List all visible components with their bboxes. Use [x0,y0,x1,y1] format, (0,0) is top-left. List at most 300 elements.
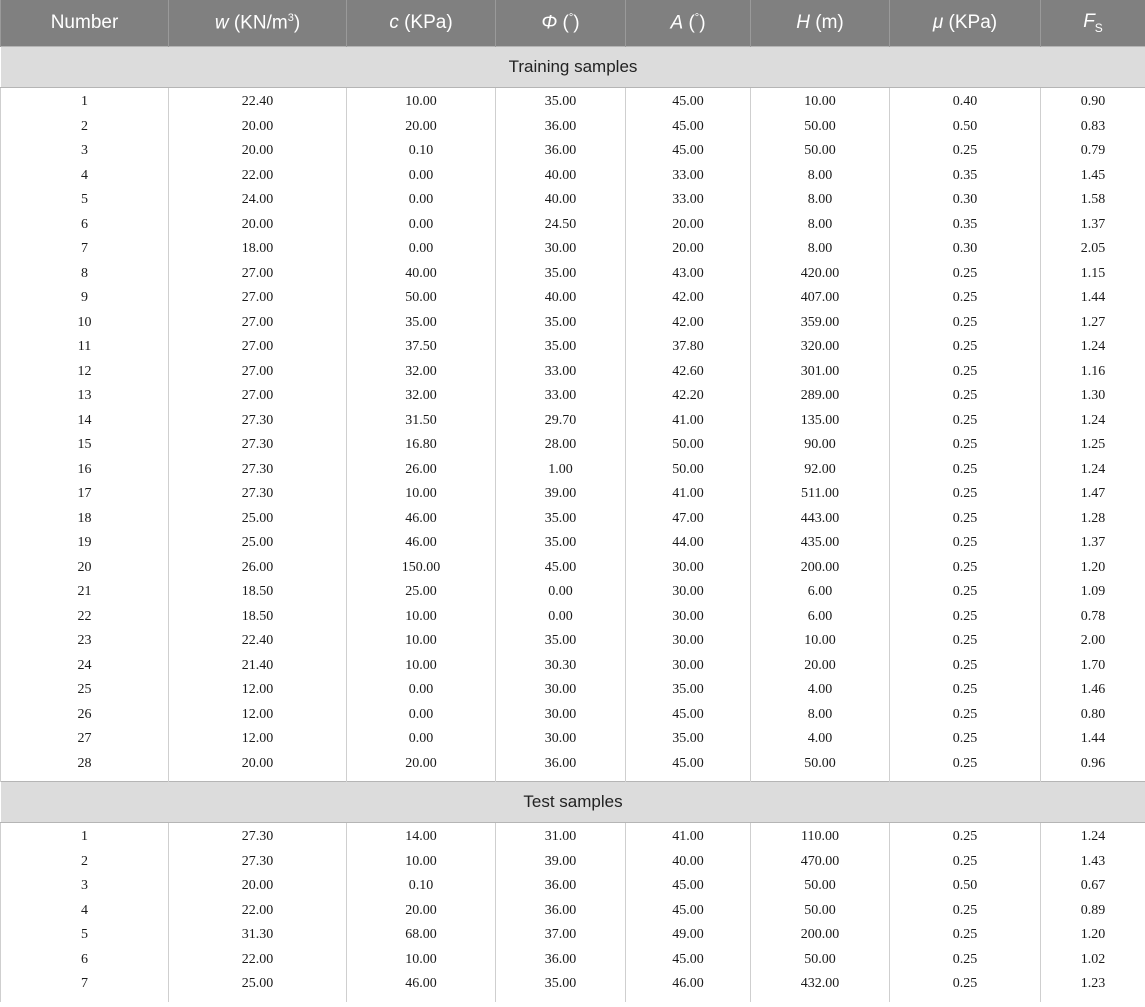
table-cell: 22.00 [169,948,347,973]
table-cell: 1.27 [1041,311,1145,336]
table-cell: 3 [1,874,169,899]
table-cell: 8.00 [751,188,890,213]
table-row [1,752,1145,782]
table-cell: 27.30 [169,409,347,434]
table-cell: 35.00 [496,531,626,556]
table-cell: 1.47 [1041,482,1145,507]
table-cell: 7 [1,237,169,262]
table-cell: 10.00 [347,482,496,507]
table-cell: 1.46 [1041,678,1145,703]
table-cell: 46.00 [626,972,751,1002]
table-cell: 0.25 [890,605,1041,630]
table-cell: 33.00 [626,188,751,213]
table-cell: 1.02 [1041,948,1145,973]
table-cell: 18.50 [169,605,347,630]
table-cell: 6.00 [751,605,890,630]
table-cell: 0.00 [347,727,496,752]
column-header-fs [1041,0,1145,47]
header-superscript: 3 [287,11,294,24]
table-cell: 21.40 [169,654,347,679]
table-cell: 45.00 [626,899,751,924]
table-cell: 20 [1,556,169,581]
table-cell: 28 [1,752,169,782]
table-cell: 43.00 [626,262,751,287]
column-header-mu [890,0,1041,47]
table-cell: 17 [1,482,169,507]
table-cell: 28.00 [496,433,626,458]
table-cell: 36.00 [496,139,626,164]
table-cell: 0.25 [890,482,1041,507]
table-cell: 0.25 [890,703,1041,728]
table-cell: 90.00 [751,433,890,458]
table-cell: 40.00 [496,188,626,213]
table-cell: 0.25 [890,409,1041,434]
table-cell: 1.09 [1041,580,1145,605]
table-cell: 1.00 [496,458,626,483]
table-row [1,482,1145,507]
table-cell: 0.00 [347,237,496,262]
table-row [1,556,1145,581]
table-cell: 44.00 [626,531,751,556]
table-cell: 35.00 [496,262,626,287]
table-cell: 23 [1,629,169,654]
table-cell: 0.25 [890,384,1041,409]
table-cell: 37.00 [496,923,626,948]
table-row [1,948,1145,973]
table-cell: 0.25 [890,678,1041,703]
table-cell: 5 [1,923,169,948]
table-cell: 36.00 [496,899,626,924]
table-cell: 46.00 [347,972,496,1002]
table-row [1,654,1145,679]
table-cell: 40.00 [347,262,496,287]
table-cell: 1.37 [1041,531,1145,556]
table-cell: 1.24 [1041,458,1145,483]
table-cell: 1.44 [1041,286,1145,311]
table-cell: 22.40 [169,629,347,654]
table-cell: 4 [1,899,169,924]
table-cell: 24.50 [496,213,626,238]
table-cell: 135.00 [751,409,890,434]
table-cell: 12.00 [169,727,347,752]
header-unit: Number [50,12,119,33]
table-cell: 30.00 [626,605,751,630]
table-cell: 14 [1,409,169,434]
column-header-phi [496,0,626,47]
table-cell: 35.00 [626,727,751,752]
column-header-h [751,0,890,47]
table-cell: 5 [1,188,169,213]
table-cell: 0.10 [347,139,496,164]
table-cell: 0.25 [890,335,1041,360]
table-cell: 0.00 [347,164,496,189]
table-cell: 1.25 [1041,433,1145,458]
table-row [1,874,1145,899]
table-row [1,899,1145,924]
table-cell: 49.00 [626,923,751,948]
table-cell: 22.40 [169,88,347,115]
table-cell: 30.30 [496,654,626,679]
table-cell: 36.00 [496,115,626,140]
table-cell: 20.00 [626,237,751,262]
table-cell: 46.00 [347,507,496,532]
table-cell: 6 [1,213,169,238]
table-cell: 0.90 [1041,88,1145,115]
table-cell: 35.00 [496,507,626,532]
table-cell: 10.00 [347,654,496,679]
table-cell: 20.00 [347,899,496,924]
table-cell: 0.25 [890,360,1041,385]
table-cell: 0.25 [890,139,1041,164]
table-cell: 1.15 [1041,262,1145,287]
table-cell: 27.00 [169,262,347,287]
table-cell: 35.00 [496,629,626,654]
table-cell: 0.25 [890,286,1041,311]
table-cell: 25.00 [347,580,496,605]
table-cell: 27 [1,727,169,752]
table-cell: 26.00 [347,458,496,483]
table-cell: 1.70 [1041,654,1145,679]
table-cell: 42.20 [626,384,751,409]
table-cell: 13 [1,384,169,409]
table-row [1,360,1145,385]
table-cell: 50.00 [626,458,751,483]
table-row [1,237,1145,262]
table-cell: 25.00 [169,507,347,532]
header-unit: ( [683,12,695,34]
header-variable: w [214,12,229,34]
table-cell: 0.40 [890,88,1041,115]
table-cell: 31.50 [347,409,496,434]
table-cell: 92.00 [751,458,890,483]
table-cell: 0.00 [496,580,626,605]
header-variable: Φ [541,12,558,34]
table-cell: 8.00 [751,703,890,728]
header-superscript: ° [694,11,700,24]
table-cell: 3 [1,139,169,164]
table-cell: 42.00 [626,311,751,336]
table-cell: 45.00 [496,556,626,581]
table-cell: 12.00 [169,703,347,728]
table-cell: 8.00 [751,164,890,189]
table-row [1,507,1145,532]
table-cell: 18 [1,507,169,532]
table-row [1,262,1145,287]
table-cell: 150.00 [347,556,496,581]
table-cell: 10.00 [347,948,496,973]
table-cell: 50.00 [751,115,890,140]
table-cell: 420.00 [751,262,890,287]
table-cell: 22 [1,605,169,630]
table-cell: 32.00 [347,384,496,409]
table-cell: 36.00 [496,752,626,782]
table-cell: 26 [1,703,169,728]
table-cell: 200.00 [751,556,890,581]
table-cell: 0.25 [890,531,1041,556]
table-cell: 22.00 [169,899,347,924]
table-cell: 1 [1,823,169,850]
table-cell: 11 [1,335,169,360]
table-cell: 46.00 [347,531,496,556]
table-row [1,335,1145,360]
table-cell: 32.00 [347,360,496,385]
table-cell: 4.00 [751,678,890,703]
table-cell: 0.83 [1041,115,1145,140]
table-cell: 50.00 [626,433,751,458]
table-cell: 30.00 [626,654,751,679]
table-cell: 0.00 [347,678,496,703]
table-cell: 37.80 [626,335,751,360]
table-cell: 0.25 [890,556,1041,581]
table-cell: 50.00 [751,139,890,164]
table-cell: 289.00 [751,384,890,409]
table-row [1,115,1145,140]
table-cell: 12 [1,360,169,385]
table-cell: 1.20 [1041,923,1145,948]
section-header-row [1,47,1145,88]
table-cell: 50.00 [751,899,890,924]
table-row [1,703,1145,728]
table-cell: 12.00 [169,678,347,703]
table-cell: 20.00 [169,752,347,782]
table-cell: 0.00 [347,703,496,728]
table-cell: 37.50 [347,335,496,360]
table-cell: 39.00 [496,482,626,507]
table-row [1,531,1145,556]
table-cell: 31.30 [169,923,347,948]
table-cell: 36.00 [496,874,626,899]
table-cell: 50.00 [347,286,496,311]
table-cell: 15 [1,433,169,458]
table-cell: 35.00 [496,972,626,1002]
table-cell: 30.00 [496,237,626,262]
table-cell: 24 [1,654,169,679]
table-cell: 45.00 [626,752,751,782]
table-cell: 47.00 [626,507,751,532]
table-cell: 27.00 [169,335,347,360]
column-header-w [169,0,347,47]
table-cell: 45.00 [626,948,751,973]
table-row [1,605,1145,630]
table-cell: 68.00 [347,923,496,948]
table-cell: 39.00 [496,850,626,875]
table-cell: 359.00 [751,311,890,336]
table-cell: 0.25 [890,727,1041,752]
table-cell: 18.00 [169,237,347,262]
table-cell: 45.00 [626,874,751,899]
header-unit: (m) [809,12,844,33]
table-cell: 35.00 [626,678,751,703]
table-cell: 41.00 [626,823,751,850]
table-cell: 110.00 [751,823,890,850]
table-cell: 50.00 [751,752,890,782]
table-cell: 1.28 [1041,507,1145,532]
header-row [1,0,1145,47]
table-cell: 0.25 [890,311,1041,336]
header-variable: μ [932,12,944,33]
table-cell: 31.00 [496,823,626,850]
table-cell: 27.00 [169,384,347,409]
header-unit-tail: ) [573,12,580,34]
table-cell: 10 [1,311,169,336]
section-title: Training samples [1,47,1145,88]
table-cell: 0.25 [890,972,1041,1002]
table-cell: 443.00 [751,507,890,532]
table-cell: 30.00 [496,727,626,752]
table-cell: 35.00 [496,311,626,336]
table-row [1,311,1145,336]
table-cell: 1.20 [1041,556,1145,581]
table-cell: 21 [1,580,169,605]
table-cell: 435.00 [751,531,890,556]
section-title: Test samples [1,782,1145,823]
table-cell: 4 [1,164,169,189]
table-cell: 0.35 [890,164,1041,189]
table-cell: 0.25 [890,507,1041,532]
header-unit: ( [557,12,569,34]
table-cell: 27.00 [169,360,347,385]
table-cell: 0.00 [347,213,496,238]
table-cell: 470.00 [751,850,890,875]
table-cell: 0.96 [1041,752,1145,782]
table-cell: 20.00 [626,213,751,238]
table-cell: 35.00 [496,335,626,360]
header-unit: (KPa) [398,12,453,33]
header-variable: c [389,12,399,33]
table-cell: 10.00 [751,88,890,115]
table-row [1,409,1145,434]
table-row [1,213,1145,238]
table-cell: 33.00 [626,164,751,189]
table-row [1,164,1145,189]
table-cell: 25 [1,678,169,703]
table-cell: 24.00 [169,188,347,213]
table-cell: 41.00 [626,482,751,507]
table-cell: 20.00 [347,752,496,782]
table-cell: 0.10 [347,874,496,899]
table-cell: 35.00 [496,88,626,115]
table-row [1,823,1145,850]
table-cell: 30.00 [626,556,751,581]
table-cell: 10.00 [751,629,890,654]
table-cell: 50.00 [751,874,890,899]
header-variable: F [1083,11,1095,33]
header-subscript: S [1094,20,1103,35]
table-cell: 36.00 [496,948,626,973]
table-cell: 6 [1,948,169,973]
table-cell: 25.00 [169,531,347,556]
table-cell: 0.25 [890,458,1041,483]
table-cell: 0.25 [890,433,1041,458]
table-cell: 18.50 [169,580,347,605]
table-cell: 1 [1,88,169,115]
table-cell: 19 [1,531,169,556]
table-cell: 42.00 [626,286,751,311]
table-row [1,727,1145,752]
table-row [1,458,1145,483]
table-cell: 0.25 [890,850,1041,875]
table-cell: 407.00 [751,286,890,311]
table-cell: 0.30 [890,237,1041,262]
table-cell: 301.00 [751,360,890,385]
table-cell: 1.44 [1041,727,1145,752]
table-cell: 27.00 [169,311,347,336]
table-row [1,580,1145,605]
table-cell: 0.78 [1041,605,1145,630]
table-cell: 20.00 [347,115,496,140]
table-cell: 40.00 [626,850,751,875]
table-cell: 2 [1,850,169,875]
table-cell: 29.70 [496,409,626,434]
table-cell: 33.00 [496,360,626,385]
table-cell: 1.58 [1041,188,1145,213]
table-cell: 0.80 [1041,703,1145,728]
table-cell: 45.00 [626,139,751,164]
table-cell: 8.00 [751,237,890,262]
table-header [1,0,1145,47]
table-cell: 40.00 [496,164,626,189]
table-cell: 1.24 [1041,409,1145,434]
table-cell: 30.00 [496,678,626,703]
table-cell: 10.00 [347,629,496,654]
table-cell: 30.00 [626,580,751,605]
table-cell: 20.00 [751,654,890,679]
column-header-number [1,0,169,47]
table-cell: 4.00 [751,727,890,752]
table-cell: 0.30 [890,188,1041,213]
table-cell: 0.00 [496,605,626,630]
table-cell: 6.00 [751,580,890,605]
table-cell: 0.79 [1041,139,1145,164]
header-unit: (KPa) [943,12,998,33]
table-cell: 1.30 [1041,384,1145,409]
table-cell: 14.00 [347,823,496,850]
table-cell: 0.35 [890,213,1041,238]
table-cell: 10.00 [347,88,496,115]
table-cell: 1.24 [1041,335,1145,360]
table-cell: 2.00 [1041,629,1145,654]
table-cell: 0.67 [1041,874,1145,899]
table-cell: 16 [1,458,169,483]
column-header-c [347,0,496,47]
table-cell: 20.00 [169,115,347,140]
header-unit: (KN/m [228,12,288,34]
table-cell: 200.00 [751,923,890,948]
table-cell: 27.30 [169,482,347,507]
table-cell: 2.05 [1041,237,1145,262]
table-cell: 1.45 [1041,164,1145,189]
table-body [1,47,1145,1002]
header-variable: H [796,12,810,33]
table-cell: 0.89 [1041,899,1145,924]
table-cell: 10.00 [347,605,496,630]
table-cell: 41.00 [626,409,751,434]
table-cell: 27.30 [169,850,347,875]
table-cell: 0.25 [890,948,1041,973]
table-cell: 16.80 [347,433,496,458]
table-cell: 432.00 [751,972,890,1002]
table-cell: 0.25 [890,654,1041,679]
header-variable: A [670,12,684,34]
table-cell: 33.00 [496,384,626,409]
table-cell: 0.25 [890,580,1041,605]
table-cell: 50.00 [751,948,890,973]
table-row [1,433,1145,458]
table-cell: 0.25 [890,923,1041,948]
table-cell: 0.00 [347,188,496,213]
header-superscript: ° [568,11,574,24]
table-row [1,384,1145,409]
